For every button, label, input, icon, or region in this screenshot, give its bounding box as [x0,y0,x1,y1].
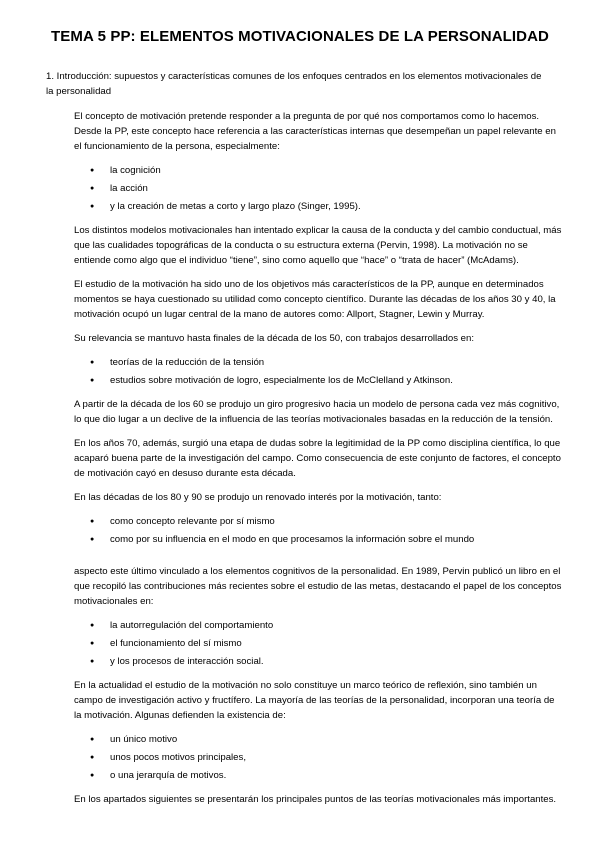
bullet-list [74,732,562,783]
section-heading: 1. Introducción: supuestos y características comunes de los enfoques centrados en los elementos motivacionales de la personalidad [46,71,542,97]
document-body [74,109,562,807]
paragraph: Los distintos modelos motivacionales han intentado explicar la causa de la conducta y del cambio conductual, más que las cualidades topográficas de la conducta o su estructura externa (Pervin, 1998). La motivación no se entiende como algo que el individuo “tiene”, sino como aquello que “hace” o “trata de hacer” (McAdams). [74,225,562,266]
bullet-list [74,163,562,214]
paragraph: El concepto de motivación pretende responder a la pregunta de por qué nos comportamos como lo hacemos. Desde la PP, este concepto hace referencia a las características internas que desempeñan un papel relevante en el funcionamiento de la persona, especialmente: [74,111,556,152]
list-item: ● la acción [90,181,562,196]
list-item: ● como por su influencia en el modo en que procesamos la información sobre el mundo [90,532,562,547]
page-title: TEMA 5 PP: ELEMENTOS MOTIVACIONALES DE LA PERSONALIDAD [51,28,549,45]
list-item: ● un único motivo [90,732,562,747]
list-item: ● teorías de la reducción de la tensión [90,355,562,370]
paragraph: En los apartados siguientes se presentarán los principales puntos de las teorías motivacionales más importantes. [74,794,557,805]
list-item: ● estudios sobre motivación de logro, especialmente los de McClelland y Atkinson. [90,373,562,388]
paragraph: En la actualidad el estudio de la motivación no solo constituye un marco teórico de reflexión, sino también un campo de investigación activo y fructífero. La mayoría de las teorías de la personalidad, incorporan una teoría de la motivación. Algunas defienden la existencia de: [74,680,555,721]
paragraph: Su relevancia se mantuvo hasta finales de la década de los 50, con trabajos desarrollados en: [74,333,474,344]
bullet-list [74,355,562,388]
list-item: ● la cognición [90,163,562,178]
bullet-list [74,514,562,547]
list-item: ● como concepto relevante por sí mismo [90,514,562,529]
paragraph: aspecto este último vinculado a los elementos cognitivos de la personalidad. En 1989, Pervin publicó un libro en el que recopiló las contribuciones más recientes sobre el estudio de las metas, destacando el papel de los conceptos motivacionales en: [74,566,562,607]
list-item: ● y la creación de metas a corto y largo plazo (Singer, 1995). [90,199,562,214]
list-item: ● o una jerarquía de motivos. [90,768,562,783]
bullet-list [74,618,562,669]
list-item: ● el funcionamiento del sí mismo [90,636,562,651]
paragraph: El estudio de la motivación ha sido uno de los objetivos más característicos de la PP, aunque en determinados momentos se haya cuestionado su utilidad como concepto científico. Durante las décadas de los años 30 y 40, la motivación ocupó un lugar central de la mano de autores como: Allport, Stagner, Lewin y Murray. [74,279,556,320]
paragraph: A partir de la década de los 60 se produjo un giro progresivo hacia un modelo de persona cada vez más cognitivo, lo que dio lugar a un declive de la influencia de las teorías motivacionales basadas en la reducción de la tensión. [74,399,560,425]
paragraph: En las décadas de los 80 y 90 se produjo un renovado interés por la motivación, tanto: [74,492,442,503]
list-item: ● unos pocos motivos principales, [90,750,562,765]
paragraph: En los años 70, además, surgió una etapa de dudas sobre la legitimidad de la PP como disciplina científica, lo que acaparó buena parte de la investigación del campo. Como consecuencia de este conjunto de factores, el concepto de motivación cayó en desuso durante esta década. [74,438,561,479]
list-item: ● y los procesos de interacción social. [90,654,562,669]
list-item: ● la autorregulación del comportamiento [90,618,562,633]
